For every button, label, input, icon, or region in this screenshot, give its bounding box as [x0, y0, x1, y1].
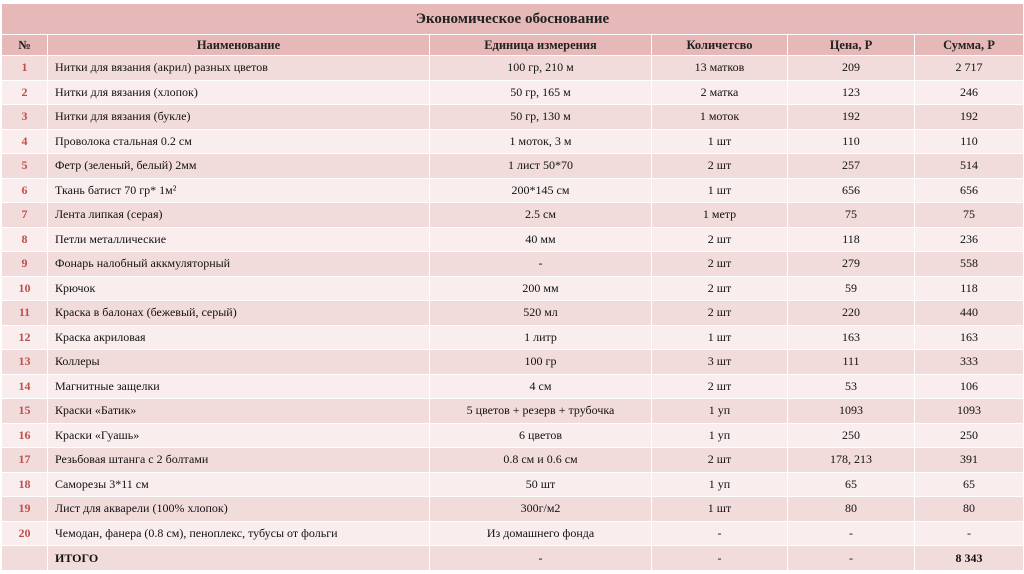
table-row — [2, 325, 1024, 350]
total-cell-sum: 8 343 — [915, 546, 1024, 571]
cell-name: Магнитные защелки — [48, 374, 430, 399]
cell-number: 5 — [2, 154, 48, 179]
cell-quantity: 1 шт — [652, 129, 788, 154]
header-row — [2, 35, 1024, 56]
table-row — [2, 399, 1024, 424]
cell-price: 1093 — [788, 399, 915, 424]
cell-name: Нитки для вязания (акрил) разных цветов — [48, 56, 430, 81]
cell-price: 75 — [788, 203, 915, 228]
table-row — [2, 423, 1024, 448]
cell-unit: 300г/м2 — [430, 497, 652, 522]
cell-unit: 50 шт — [430, 472, 652, 497]
header-number: № — [2, 35, 48, 56]
cell-number: 14 — [2, 374, 48, 399]
total-cell-price: - — [788, 546, 915, 571]
cell-name: Саморезы 3*11 см — [48, 472, 430, 497]
cell-quantity: 3 шт — [652, 350, 788, 375]
cell-quantity: 1 метр — [652, 203, 788, 228]
cell-unit: Из домашнего фонда — [430, 521, 652, 546]
total-cell-unit: - — [430, 546, 652, 571]
table-title: Экономическое обоснование — [2, 4, 1024, 35]
cell-sum: 118 — [915, 276, 1024, 301]
cell-unit: 6 цветов — [430, 423, 652, 448]
table-row — [2, 227, 1024, 252]
cell-name: Нитки для вязания (хлопок) — [48, 80, 430, 105]
cell-price: 178, 213 — [788, 448, 915, 473]
cell-number: 18 — [2, 472, 48, 497]
cell-quantity: 1 шт — [652, 325, 788, 350]
cell-number: 4 — [2, 129, 48, 154]
cell-quantity: 2 шт — [652, 374, 788, 399]
cell-price: 118 — [788, 227, 915, 252]
cell-sum: - — [915, 521, 1024, 546]
cell-name: Петли металлические — [48, 227, 430, 252]
table-row — [2, 448, 1024, 473]
cell-number: 16 — [2, 423, 48, 448]
cell-quantity: 2 шт — [652, 227, 788, 252]
cell-quantity: 1 уп — [652, 423, 788, 448]
cell-number: 10 — [2, 276, 48, 301]
cell-name: Ткань батист 70 гр* 1м² — [48, 178, 430, 203]
total-cell-quantity: - — [652, 546, 788, 571]
table-row — [2, 80, 1024, 105]
cell-quantity: 2 шт — [652, 276, 788, 301]
cell-name: Проволока стальная 0.2 см — [48, 129, 430, 154]
cell-unit: 0.8 см и 0.6 см — [430, 448, 652, 473]
cell-price: 656 — [788, 178, 915, 203]
cell-quantity: 1 шт — [652, 178, 788, 203]
cell-unit: 50 гр, 165 м — [430, 80, 652, 105]
cell-sum: 192 — [915, 105, 1024, 130]
cell-unit: 200*145 см — [430, 178, 652, 203]
cell-unit: 40 мм — [430, 227, 652, 252]
cell-sum: 558 — [915, 252, 1024, 277]
table-row — [2, 129, 1024, 154]
header-name: Наименование — [48, 35, 430, 56]
table-row — [2, 374, 1024, 399]
cell-number: 1 — [2, 56, 48, 81]
cell-quantity: - — [652, 521, 788, 546]
cell-sum: 110 — [915, 129, 1024, 154]
cell-unit: 520 мл — [430, 301, 652, 326]
table-row — [2, 154, 1024, 179]
table-row — [2, 105, 1024, 130]
cell-sum: 75 — [915, 203, 1024, 228]
table-row — [2, 178, 1024, 203]
table-row — [2, 497, 1024, 522]
cell-sum: 80 — [915, 497, 1024, 522]
cell-sum: 391 — [915, 448, 1024, 473]
cell-price: 123 — [788, 80, 915, 105]
budget-table — [1, 3, 1024, 571]
cell-name: Фонарь налобный аккмуляторный — [48, 252, 430, 277]
cell-number: 19 — [2, 497, 48, 522]
table-row — [2, 350, 1024, 375]
cell-price: 279 — [788, 252, 915, 277]
cell-number: 15 — [2, 399, 48, 424]
cell-quantity: 2 матка — [652, 80, 788, 105]
header-unit: Единица измерения — [430, 35, 652, 56]
table-row — [2, 203, 1024, 228]
cell-quantity: 1 шт — [652, 497, 788, 522]
cell-number: 20 — [2, 521, 48, 546]
table-body — [2, 56, 1024, 571]
cell-quantity: 1 моток — [652, 105, 788, 130]
cell-price: 110 — [788, 129, 915, 154]
table-row — [2, 252, 1024, 277]
table-row — [2, 276, 1024, 301]
cell-sum: 514 — [915, 154, 1024, 179]
cell-price: 59 — [788, 276, 915, 301]
cell-name: Краски «Батик» — [48, 399, 430, 424]
cell-name: Фетр (зеленый, белый) 2мм — [48, 154, 430, 179]
title-row — [2, 4, 1024, 35]
cell-sum: 106 — [915, 374, 1024, 399]
cell-quantity: 1 уп — [652, 472, 788, 497]
cell-name: Нитки для вязания (букле) — [48, 105, 430, 130]
cell-name: Резьбовая штанга с 2 болтами — [48, 448, 430, 473]
cell-name: Коллеры — [48, 350, 430, 375]
header-price: Цена, Р — [788, 35, 915, 56]
cell-sum: 1093 — [915, 399, 1024, 424]
cell-quantity: 2 шт — [652, 448, 788, 473]
cell-unit: 2.5 см — [430, 203, 652, 228]
cell-unit: 200 мм — [430, 276, 652, 301]
header-sum: Сумма, Р — [915, 35, 1024, 56]
cell-unit: 4 см — [430, 374, 652, 399]
cell-sum: 236 — [915, 227, 1024, 252]
cell-number: 17 — [2, 448, 48, 473]
cell-name: Краска в балонах (бежевый, серый) — [48, 301, 430, 326]
cell-price: 65 — [788, 472, 915, 497]
cell-unit: 100 гр, 210 м — [430, 56, 652, 81]
cell-quantity: 2 шт — [652, 301, 788, 326]
cell-price: 250 — [788, 423, 915, 448]
cell-name: Краска акриловая — [48, 325, 430, 350]
cell-number: 11 — [2, 301, 48, 326]
cell-price: 209 — [788, 56, 915, 81]
table-row — [2, 56, 1024, 81]
cell-sum: 246 — [915, 80, 1024, 105]
cell-price: 53 — [788, 374, 915, 399]
cell-sum: 440 — [915, 301, 1024, 326]
cell-unit: 5 цветов + резерв + трубочка — [430, 399, 652, 424]
cell-quantity: 2 шт — [652, 154, 788, 179]
table-row — [2, 472, 1024, 497]
cell-name: Крючок — [48, 276, 430, 301]
total-row — [2, 546, 1024, 571]
cell-number: 13 — [2, 350, 48, 375]
table-row — [2, 521, 1024, 546]
cell-number: 7 — [2, 203, 48, 228]
cell-number: 12 — [2, 325, 48, 350]
cell-number: 2 — [2, 80, 48, 105]
cell-sum: 333 — [915, 350, 1024, 375]
cell-number: 6 — [2, 178, 48, 203]
cell-quantity: 13 матков — [652, 56, 788, 81]
cell-name: Лента липкая (серая) — [48, 203, 430, 228]
cell-number: 3 — [2, 105, 48, 130]
cell-price: 257 — [788, 154, 915, 179]
cell-price: 192 — [788, 105, 915, 130]
cell-price: 163 — [788, 325, 915, 350]
cell-name: Краски «Гуашь» — [48, 423, 430, 448]
cell-sum: 656 — [915, 178, 1024, 203]
cell-price: 220 — [788, 301, 915, 326]
cell-name: Чемодан, фанера (0.8 см), пеноплекс, тубусы от фольги — [48, 521, 430, 546]
cell-unit: - — [430, 252, 652, 277]
cell-unit: 1 моток, 3 м — [430, 129, 652, 154]
cell-unit: 1 литр — [430, 325, 652, 350]
cell-price: 80 — [788, 497, 915, 522]
cell-quantity: 1 уп — [652, 399, 788, 424]
cell-number: 8 — [2, 227, 48, 252]
cell-price: 111 — [788, 350, 915, 375]
cell-sum: 163 — [915, 325, 1024, 350]
cell-sum: 250 — [915, 423, 1024, 448]
cell-number: 9 — [2, 252, 48, 277]
table-row — [2, 301, 1024, 326]
cell-price: - — [788, 521, 915, 546]
total-cell-name: ИТОГО — [48, 546, 430, 571]
cell-sum: 65 — [915, 472, 1024, 497]
cell-unit: 100 гр — [430, 350, 652, 375]
total-cell-number — [2, 546, 48, 571]
cell-name: Лист для акварели (100% хлопок) — [48, 497, 430, 522]
cell-unit: 1 лист 50*70 — [430, 154, 652, 179]
cell-unit: 50 гр, 130 м — [430, 105, 652, 130]
header-quantity: Количетсво — [652, 35, 788, 56]
cell-sum: 2 717 — [915, 56, 1024, 81]
cell-quantity: 2 шт — [652, 252, 788, 277]
